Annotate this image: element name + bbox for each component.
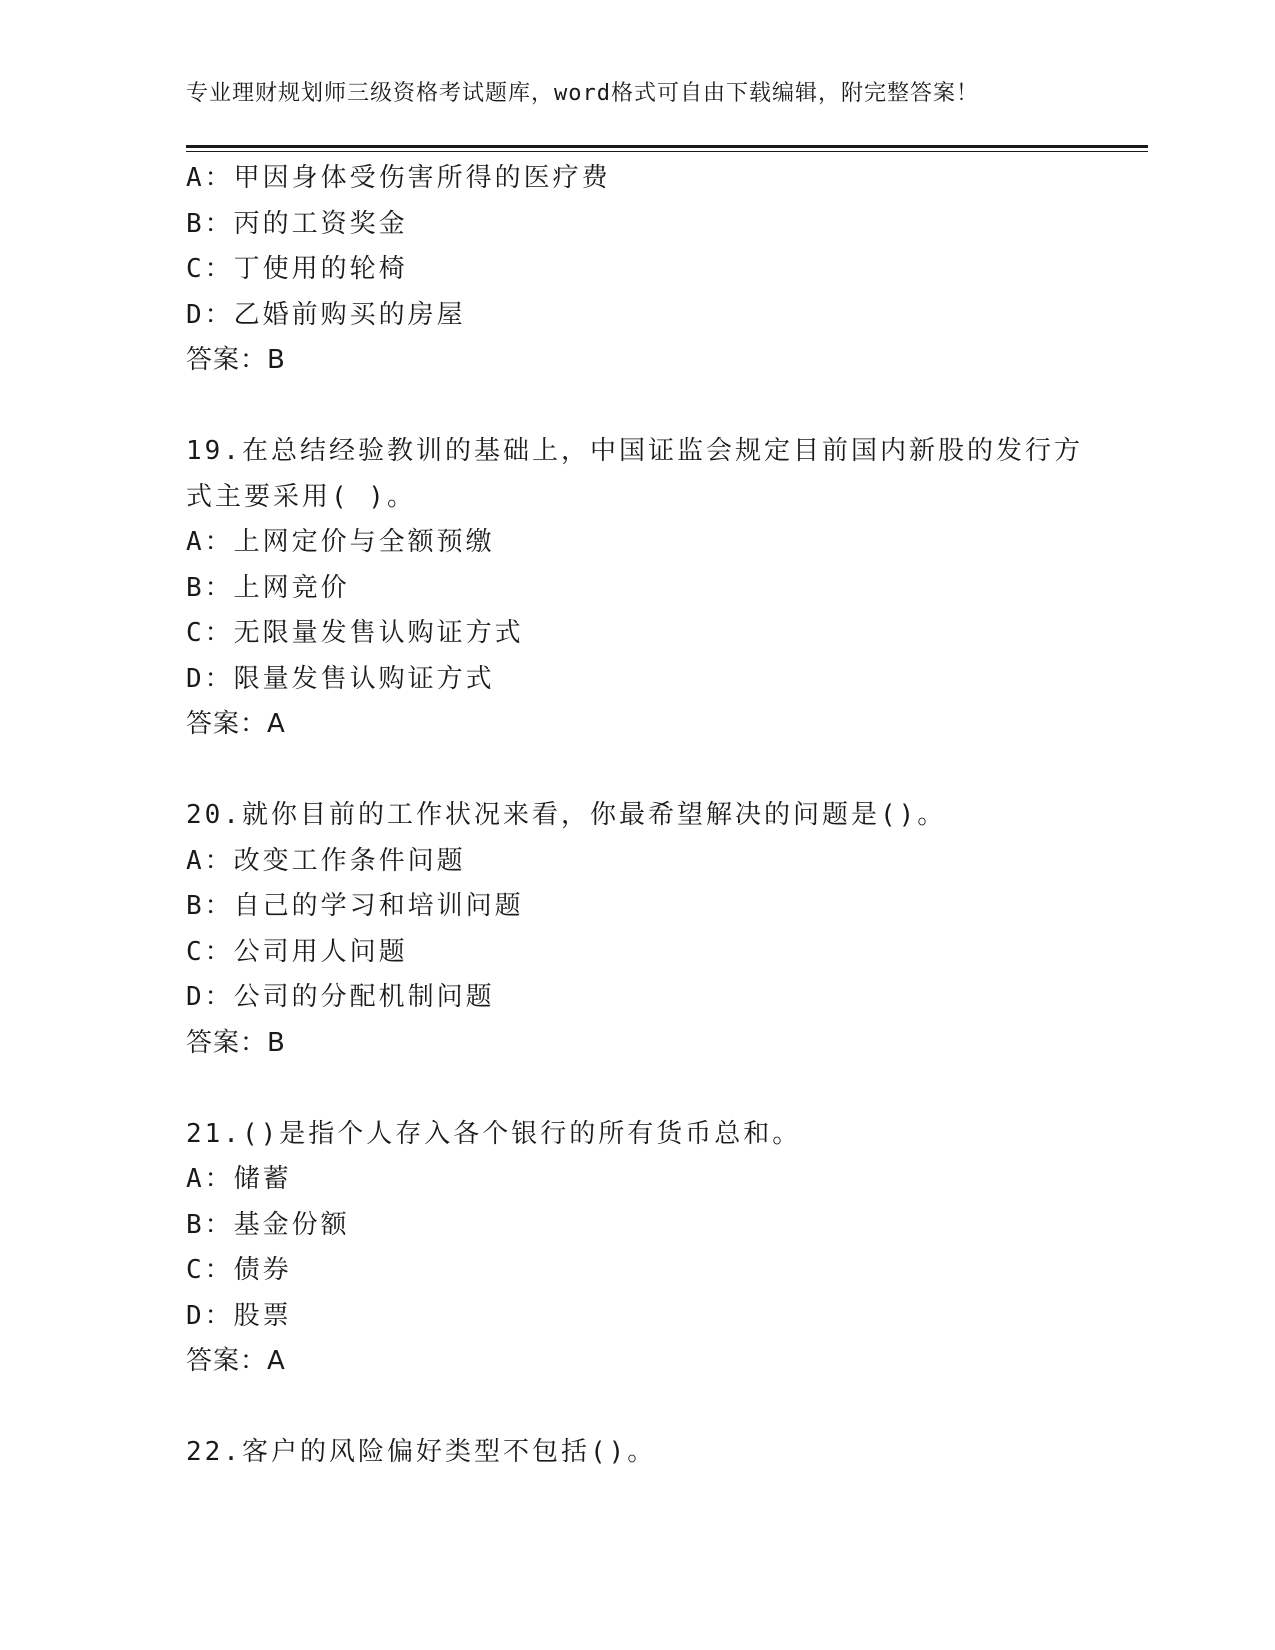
option-c: C：债券 — [186, 1255, 292, 1285]
option-c: C：丁使用的轮椅 — [186, 254, 408, 284]
question-19 — [186, 429, 1148, 748]
spacer — [186, 748, 1148, 794]
question-stem: 21.()是指个人存入各个银行的所有货币总和。 — [186, 1118, 802, 1149]
question-18 — [186, 156, 1148, 384]
option-d: D：公司的分配机制问题 — [186, 982, 495, 1012]
spacer — [186, 1385, 1148, 1431]
option-b: B：自己的学习和培训问题 — [186, 891, 524, 921]
answer: 答案：A — [186, 1346, 286, 1376]
question-20 — [186, 793, 1148, 1066]
question-stem: 22.客户的风险偏好类型不包括()。 — [186, 1437, 657, 1467]
header-rule-thin — [186, 151, 1148, 152]
option-a: A：上网定价与全额预缴 — [186, 527, 495, 557]
option-a: A：改变工作条件问题 — [186, 845, 466, 876]
question-22 — [186, 1430, 1148, 1476]
option-d: D：股票 — [186, 1300, 292, 1331]
header-rule-thick — [186, 145, 1148, 148]
option-b: B：基金份额 — [186, 1209, 350, 1240]
option-a: A：储蓄 — [186, 1164, 292, 1194]
option-c: C：公司用人问题 — [186, 936, 408, 967]
question-21 — [186, 1112, 1148, 1385]
question-stem: 19.在总结经验教训的基础上，中国证监会规定目前国内新股的发行方 — [186, 436, 1083, 466]
option-d: D：限量发售认购证方式 — [186, 663, 495, 694]
option-d: D：乙婚前购买的房屋 — [186, 299, 466, 330]
spacer — [186, 384, 1148, 430]
spacer — [186, 1066, 1148, 1112]
option-c: C：无限量发售认购证方式 — [186, 618, 524, 648]
answer: 答案：B — [186, 1027, 286, 1058]
answer: 答案：A — [186, 709, 286, 739]
option-a: A：甲因身体受伤害所得的医疗费 — [186, 163, 611, 193]
option-b: B：上网竞价 — [186, 572, 350, 603]
question-list — [186, 156, 1148, 1476]
question-stem-continued: 式主要采用( )。 — [186, 481, 416, 512]
option-b: B：丙的工资奖金 — [186, 208, 408, 239]
answer: 答案：B — [186, 345, 286, 375]
question-stem: 20.就你目前的工作状况来看，你最希望解决的问题是()。 — [186, 800, 947, 830]
page-header: 专业理财规划师三级资格考试题库，word格式可自由下载编辑，附完整答案！ — [186, 81, 979, 106]
